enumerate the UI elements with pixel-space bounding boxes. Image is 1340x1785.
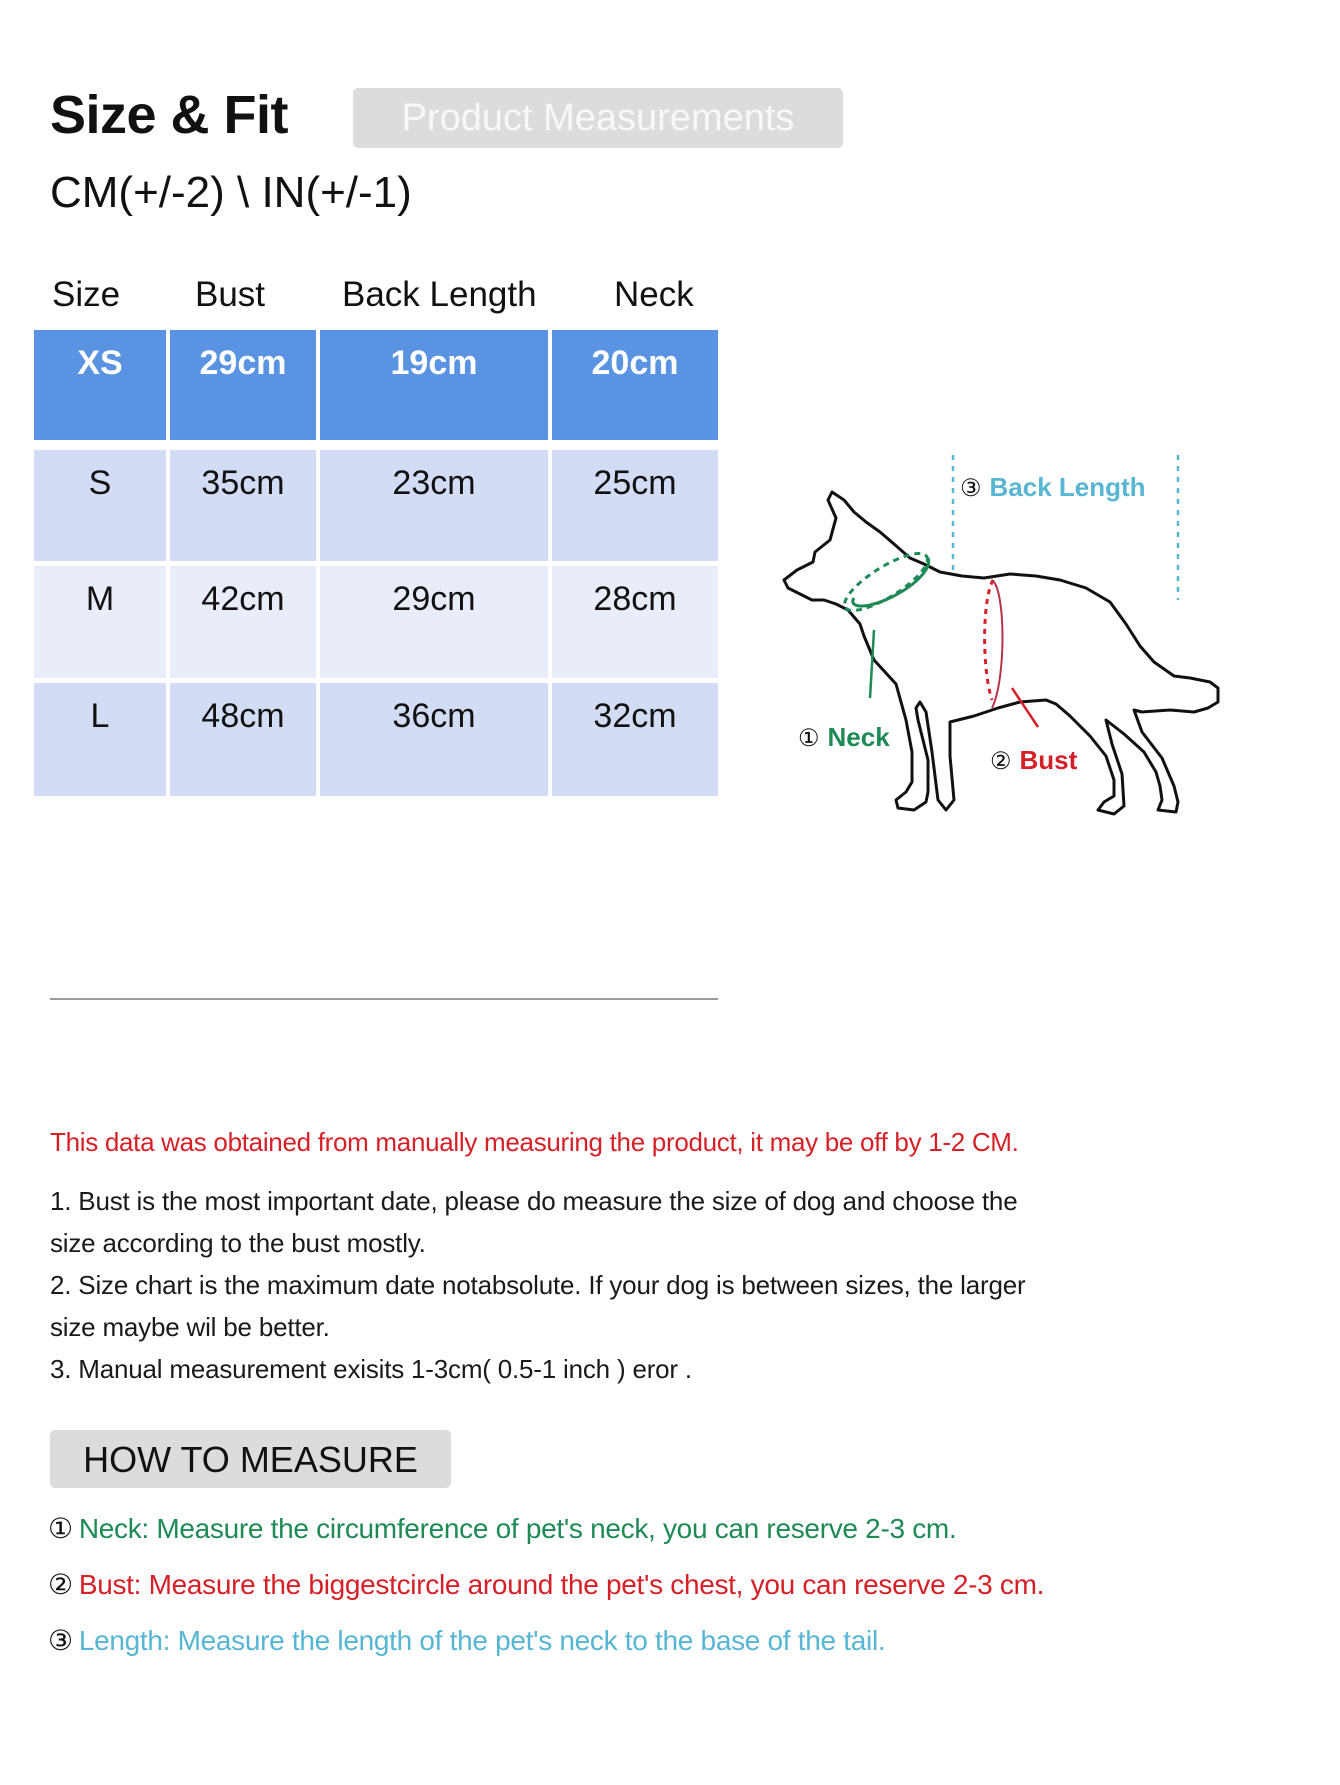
bust-label-text: Bust: [1019, 745, 1078, 775]
cell-size: S: [34, 450, 166, 561]
measurement-warning: This data was obtained from manually measuring the product, it may be off by 1-2 CM.: [50, 1127, 1019, 1157]
bust-ring-front: [992, 580, 1003, 708]
measure-item-length: [48, 1624, 885, 1657]
page-title: Size & Fit: [50, 85, 289, 145]
neck-label-text: Neck: [827, 722, 890, 752]
column-header-size: Size: [52, 275, 121, 314]
cell-bust: 29cm: [170, 330, 316, 440]
cell-size: XS: [34, 330, 166, 440]
measure-item-bust: [48, 1568, 1044, 1601]
number-1-icon: ①: [48, 1513, 73, 1544]
cell-back-length: 19cm: [320, 330, 548, 440]
cell-bust: 42cm: [170, 566, 316, 678]
measure-item-text: Bust: Measure the biggestcircle around the pet's chest, you can reserve 2-3 cm.: [78, 1569, 1045, 1600]
bust-ring-back: [985, 580, 993, 700]
note-line-5: 3. Manual measurement exisits 1-3cm( 0.5-1 inch ) eror .: [50, 1354, 692, 1384]
cell-bust: 48cm: [170, 683, 316, 796]
measure-item-text: Length: Measure the length of the pet's neck to the base of the tail.: [78, 1625, 886, 1656]
section-divider: [50, 998, 718, 1000]
note-line-3: 2. Size chart is the maximum date notabsolute. If your dog is between sizes, the larger: [50, 1270, 1026, 1300]
cell-back-length: 23cm: [320, 450, 548, 561]
cell-back-length: 36cm: [320, 683, 548, 796]
cell-neck: 25cm: [552, 450, 718, 561]
neck-pointer-line: [870, 630, 874, 698]
column-header-bust: Bust: [195, 275, 266, 314]
measure-item-text: Neck: Measure the circumference of pet's neck, you can reserve 2-3 cm.: [78, 1513, 957, 1544]
cell-neck: 28cm: [552, 566, 718, 678]
number-3-icon: ③: [960, 475, 982, 502]
product-measurements-badge: Product Measurements: [353, 88, 843, 148]
measure-item-neck: [48, 1512, 956, 1545]
bust-pointer-line: [1012, 688, 1038, 727]
bust-label: [990, 745, 1077, 776]
note-line-1: 1. Bust is the most important date, please do measure the size of dog and choose the: [50, 1186, 1018, 1216]
back-length-label: [960, 472, 1146, 503]
units-tolerance: CM(+/-2) \ IN(+/-1): [50, 168, 412, 217]
cell-bust: 35cm: [170, 450, 316, 561]
note-line-4: size maybe wil be better.: [50, 1312, 330, 1342]
cell-neck: 20cm: [552, 330, 718, 440]
neck-label: [798, 722, 890, 753]
neck-ring-back: [837, 544, 934, 620]
number-2-icon: ②: [48, 1569, 73, 1600]
cell-back-length: 29cm: [320, 566, 548, 678]
cell-size: L: [34, 683, 166, 796]
back-length-label-text: Back Length: [989, 472, 1146, 502]
column-header-neck: Neck: [614, 275, 694, 314]
note-line-2: size according to the bust mostly.: [50, 1228, 426, 1258]
cell-size: M: [34, 566, 166, 678]
number-1-icon: ①: [798, 725, 820, 752]
number-2-icon: ②: [990, 748, 1012, 775]
number-3-icon: ③: [48, 1625, 73, 1656]
cell-neck: 32cm: [552, 683, 718, 796]
dog-measurement-diagram: [770, 440, 1270, 830]
how-to-measure-heading: HOW TO MEASURE: [50, 1430, 451, 1488]
column-header-back-length: Back Length: [342, 275, 537, 314]
neck-ring-front: [853, 558, 929, 606]
